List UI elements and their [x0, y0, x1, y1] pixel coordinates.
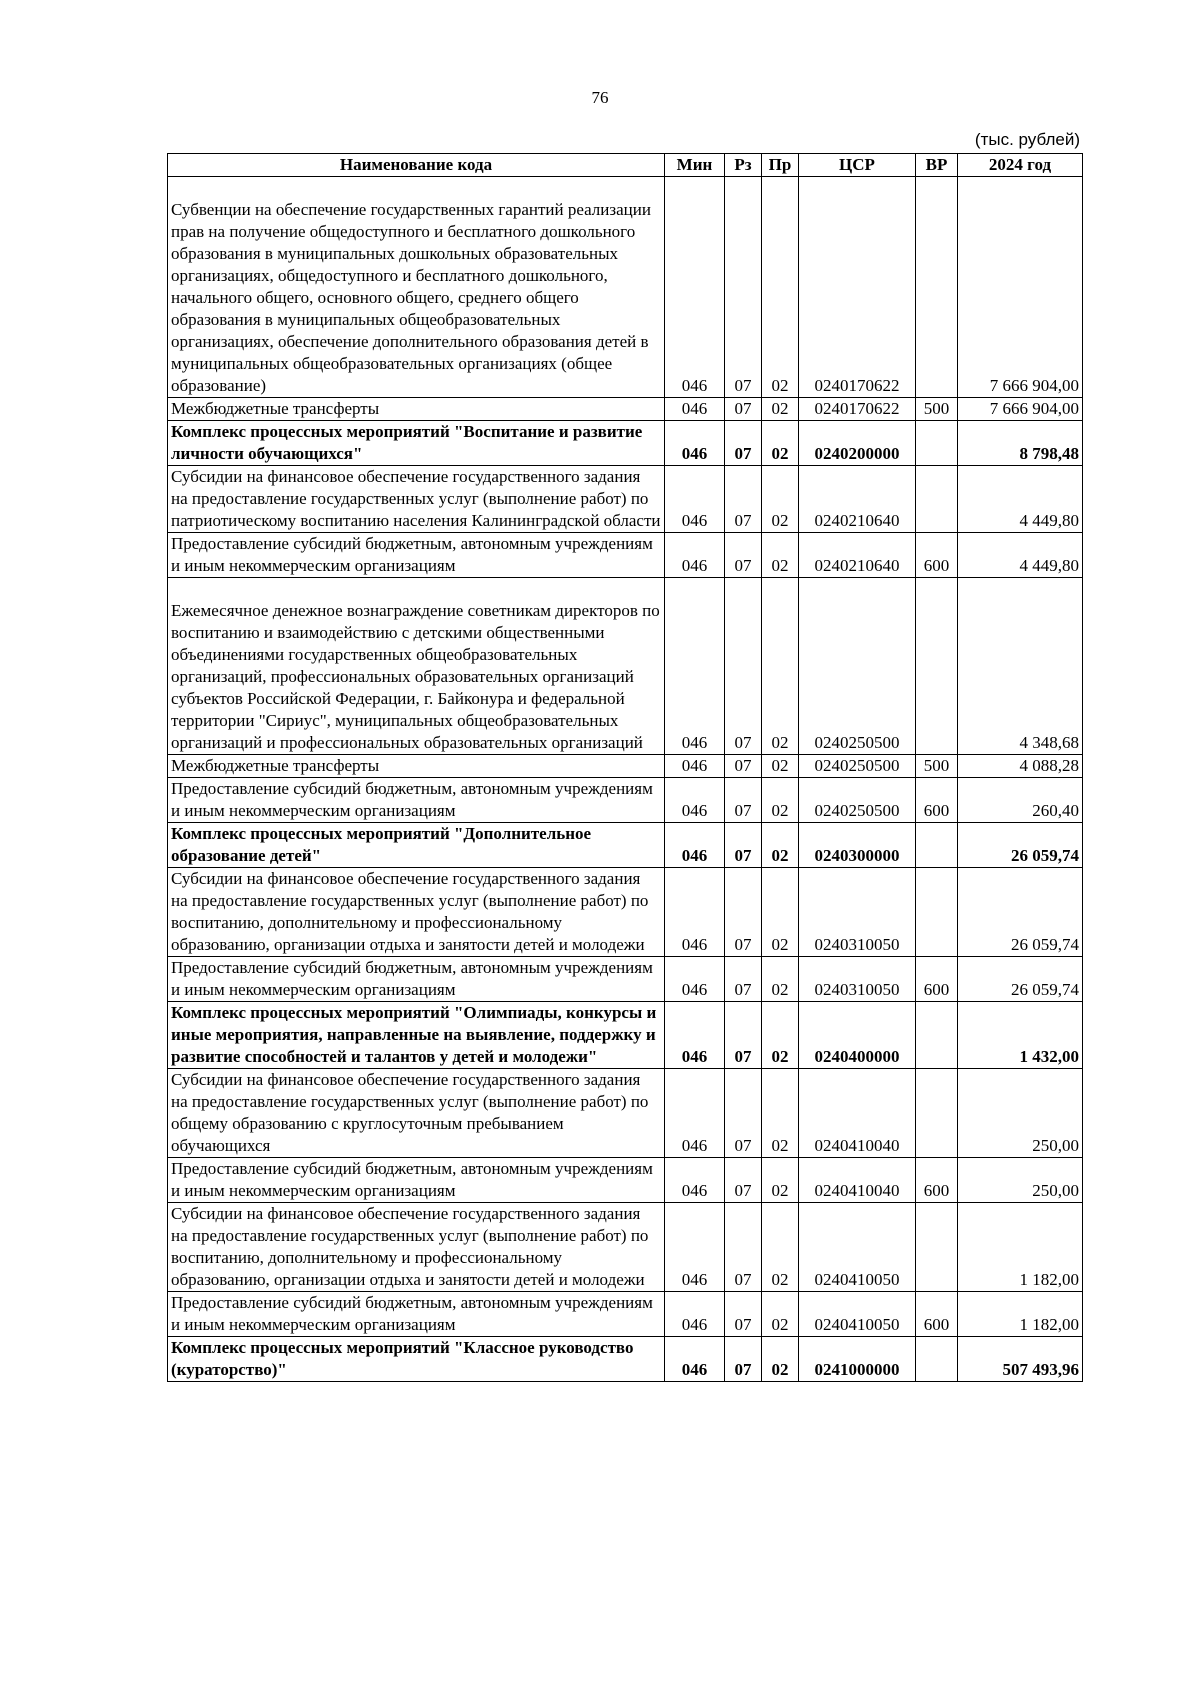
table-row	[168, 778, 1083, 823]
row-pr: 02	[762, 823, 799, 868]
row-pr: 02	[762, 466, 799, 533]
header-rz: Рз	[725, 154, 762, 177]
row-csr: 0240400000	[799, 1002, 916, 1069]
row-amount: 1 182,00	[958, 1203, 1083, 1292]
row-amount: 507 493,96	[958, 1337, 1083, 1382]
row-pr: 02	[762, 177, 799, 398]
header-pr: Пр	[762, 154, 799, 177]
row-min: 046	[665, 755, 725, 778]
row-rz: 07	[725, 778, 762, 823]
row-rz: 07	[725, 1158, 762, 1203]
table-row	[168, 533, 1083, 578]
header-year: 2024 год	[958, 154, 1083, 177]
row-rz: 07	[725, 1002, 762, 1069]
row-pr: 02	[762, 1337, 799, 1382]
table-row	[168, 1069, 1083, 1158]
row-csr: 0240250500	[799, 755, 916, 778]
row-vr	[916, 823, 958, 868]
row-min: 046	[665, 578, 725, 755]
table-row	[168, 177, 1083, 398]
row-pr: 02	[762, 1158, 799, 1203]
row-vr	[916, 421, 958, 466]
row-amount: 250,00	[958, 1069, 1083, 1158]
row-min: 046	[665, 1002, 725, 1069]
row-csr: 0240300000	[799, 823, 916, 868]
row-csr: 0240200000	[799, 421, 916, 466]
row-name: Предоставление субсидий бюджетным, автономным учреждениям и иным некоммерческим организациям	[168, 1158, 665, 1203]
row-csr: 0240170622	[799, 177, 916, 398]
table-row	[168, 466, 1083, 533]
header-min: Мин	[665, 154, 725, 177]
row-vr	[916, 1203, 958, 1292]
row-min: 046	[665, 1158, 725, 1203]
row-pr: 02	[762, 398, 799, 421]
row-rz: 07	[725, 177, 762, 398]
row-amount: 26 059,74	[958, 823, 1083, 868]
row-min: 046	[665, 533, 725, 578]
row-amount: 250,00	[958, 1158, 1083, 1203]
header-csr: ЦСР	[799, 154, 916, 177]
row-pr: 02	[762, 957, 799, 1002]
row-amount: 1 432,00	[958, 1002, 1083, 1069]
row-amount: 7 666 904,00	[958, 398, 1083, 421]
row-csr: 0240310050	[799, 868, 916, 957]
row-rz: 07	[725, 466, 762, 533]
row-min: 046	[665, 177, 725, 398]
row-name: Субсидии на финансовое обеспечение государственного задания на предоставление государственных услуг (выполнение работ) по воспитанию, дополнительному и профессиональному образованию, организации отдыха и занятости детей и молодежи	[168, 1203, 665, 1292]
row-csr: 0240310050	[799, 957, 916, 1002]
row-name: Предоставление субсидий бюджетным, автономным учреждениям и иным некоммерческим организациям	[168, 1292, 665, 1337]
row-min: 046	[665, 421, 725, 466]
table-row	[168, 1337, 1083, 1382]
row-vr	[916, 177, 958, 398]
row-amount: 4 449,80	[958, 533, 1083, 578]
row-min: 046	[665, 398, 725, 421]
row-name: Комплекс процессных мероприятий "Классное руководство (кураторство)"	[168, 1337, 665, 1382]
row-vr: 600	[916, 1158, 958, 1203]
row-min: 046	[665, 1069, 725, 1158]
row-amount: 4 449,80	[958, 466, 1083, 533]
row-name: Ежемесячное денежное вознаграждение советникам директоров по воспитанию и взаимодействию с детскими общественными объединениями государственных общеобразовательных организаций, профессиональных образовательных организаций субъектов Российской Федерации, г. Байконура и федеральной территории "Сириус", муниципальных общеобразовательных организаций и профессиональных образовательных организаций	[168, 578, 665, 755]
row-csr: 0241000000	[799, 1337, 916, 1382]
row-amount: 26 059,74	[958, 957, 1083, 1002]
table-row	[168, 578, 1083, 755]
row-vr	[916, 1069, 958, 1158]
row-csr: 0240410040	[799, 1069, 916, 1158]
row-name: Комплекс процессных мероприятий "Воспитание и развитие личности обучающихся"	[168, 421, 665, 466]
row-rz: 07	[725, 578, 762, 755]
row-csr: 0240410050	[799, 1292, 916, 1337]
row-min: 046	[665, 823, 725, 868]
row-amount: 4 348,68	[958, 578, 1083, 755]
row-vr: 500	[916, 398, 958, 421]
row-vr	[916, 578, 958, 755]
row-pr: 02	[762, 421, 799, 466]
row-pr: 02	[762, 1292, 799, 1337]
row-csr: 0240410040	[799, 1158, 916, 1203]
row-pr: 02	[762, 1002, 799, 1069]
row-rz: 07	[725, 533, 762, 578]
row-vr: 600	[916, 778, 958, 823]
row-csr: 0240250500	[799, 778, 916, 823]
table-row	[168, 1203, 1083, 1292]
table-row	[168, 755, 1083, 778]
row-vr: 600	[916, 533, 958, 578]
units-label: (тыс. рублей)	[974, 130, 1080, 149]
row-vr: 600	[916, 957, 958, 1002]
table-row	[168, 1158, 1083, 1203]
row-rz: 07	[725, 1069, 762, 1158]
row-rz: 07	[725, 1337, 762, 1382]
row-rz: 07	[725, 398, 762, 421]
row-name: Предоставление субсидий бюджетным, автономным учреждениям и иным некоммерческим организациям	[168, 778, 665, 823]
table-row	[168, 1292, 1083, 1337]
row-name: Субсидии на финансовое обеспечение государственного задания на предоставление государственных услуг (выполнение работ) по патриотическому воспитанию населения Калининградской области	[168, 466, 665, 533]
row-name: Предоставление субсидий бюджетным, автономным учреждениям и иным некоммерческим организациям	[168, 533, 665, 578]
row-pr: 02	[762, 1203, 799, 1292]
row-name: Субсидии на финансовое обеспечение государственного задания на предоставление государственных услуг (выполнение работ) по общему образованию с круглосуточным пребыванием обучающихся	[168, 1069, 665, 1158]
row-vr	[916, 868, 958, 957]
row-rz: 07	[725, 868, 762, 957]
row-min: 046	[665, 778, 725, 823]
row-min: 046	[665, 1292, 725, 1337]
row-csr: 0240210640	[799, 533, 916, 578]
table-row	[168, 398, 1083, 421]
row-vr	[916, 466, 958, 533]
row-amount: 4 088,28	[958, 755, 1083, 778]
row-name: Субсидии на финансовое обеспечение государственного задания на предоставление государственных услуг (выполнение работ) по воспитанию, дополнительному и профессиональному образованию, организации отдыха и занятости детей и молодежи	[168, 868, 665, 957]
row-min: 046	[665, 1337, 725, 1382]
table-row	[168, 957, 1083, 1002]
row-pr: 02	[762, 1069, 799, 1158]
row-vr	[916, 1337, 958, 1382]
row-rz: 07	[725, 823, 762, 868]
row-rz: 07	[725, 1292, 762, 1337]
row-min: 046	[665, 868, 725, 957]
row-name: Межбюджетные трансферты	[168, 755, 665, 778]
row-min: 046	[665, 466, 725, 533]
row-amount: 7 666 904,00	[958, 177, 1083, 398]
row-name: Субвенции на обеспечение государственных гарантий реализации прав на получение общедоступного и бесплатного дошкольного образования в муниципальных дошкольных образовательных организациях, общедоступного и бесплатного дошкольного, начального общего, основного общего, среднего общего образования в муниципальных общеобразовательных организациях, обеспечение дополнительного образования детей в муниципальных общеобразовательных организациях (общее образование)	[168, 177, 665, 398]
row-name: Комплекс процессных мероприятий "Олимпиады, конкурсы и иные мероприятия, направленные на выявление, поддержку и развитие способностей и талантов у детей и молодежи"	[168, 1002, 665, 1069]
row-rz: 07	[725, 957, 762, 1002]
row-min: 046	[665, 957, 725, 1002]
row-csr: 0240410050	[799, 1203, 916, 1292]
row-rz: 07	[725, 1203, 762, 1292]
row-min: 046	[665, 1203, 725, 1292]
table-row	[168, 823, 1083, 868]
row-csr: 0240210640	[799, 466, 916, 533]
table-row	[168, 1002, 1083, 1069]
row-csr: 0240170622	[799, 398, 916, 421]
row-amount: 260,40	[958, 778, 1083, 823]
row-pr: 02	[762, 778, 799, 823]
row-name: Комплекс процессных мероприятий "Дополнительное образование детей"	[168, 823, 665, 868]
row-csr: 0240250500	[799, 578, 916, 755]
row-rz: 07	[725, 421, 762, 466]
row-name: Межбюджетные трансферты	[168, 398, 665, 421]
row-rz: 07	[725, 755, 762, 778]
row-vr: 500	[916, 755, 958, 778]
budget-table	[167, 153, 1083, 1382]
table-header-row	[168, 154, 1083, 177]
row-pr: 02	[762, 578, 799, 755]
row-name: Предоставление субсидий бюджетным, автономным учреждениям и иным некоммерческим организациям	[168, 957, 665, 1002]
row-pr: 02	[762, 755, 799, 778]
row-pr: 02	[762, 868, 799, 957]
row-vr: 600	[916, 1292, 958, 1337]
header-name: Наименование кода	[168, 154, 665, 177]
row-vr	[916, 1002, 958, 1069]
page-number: 76	[591, 88, 609, 107]
header-vr: ВР	[916, 154, 958, 177]
row-amount: 1 182,00	[958, 1292, 1083, 1337]
row-amount: 8 798,48	[958, 421, 1083, 466]
table-row	[168, 868, 1083, 957]
table-row	[168, 421, 1083, 466]
row-amount: 26 059,74	[958, 868, 1083, 957]
row-pr: 02	[762, 533, 799, 578]
